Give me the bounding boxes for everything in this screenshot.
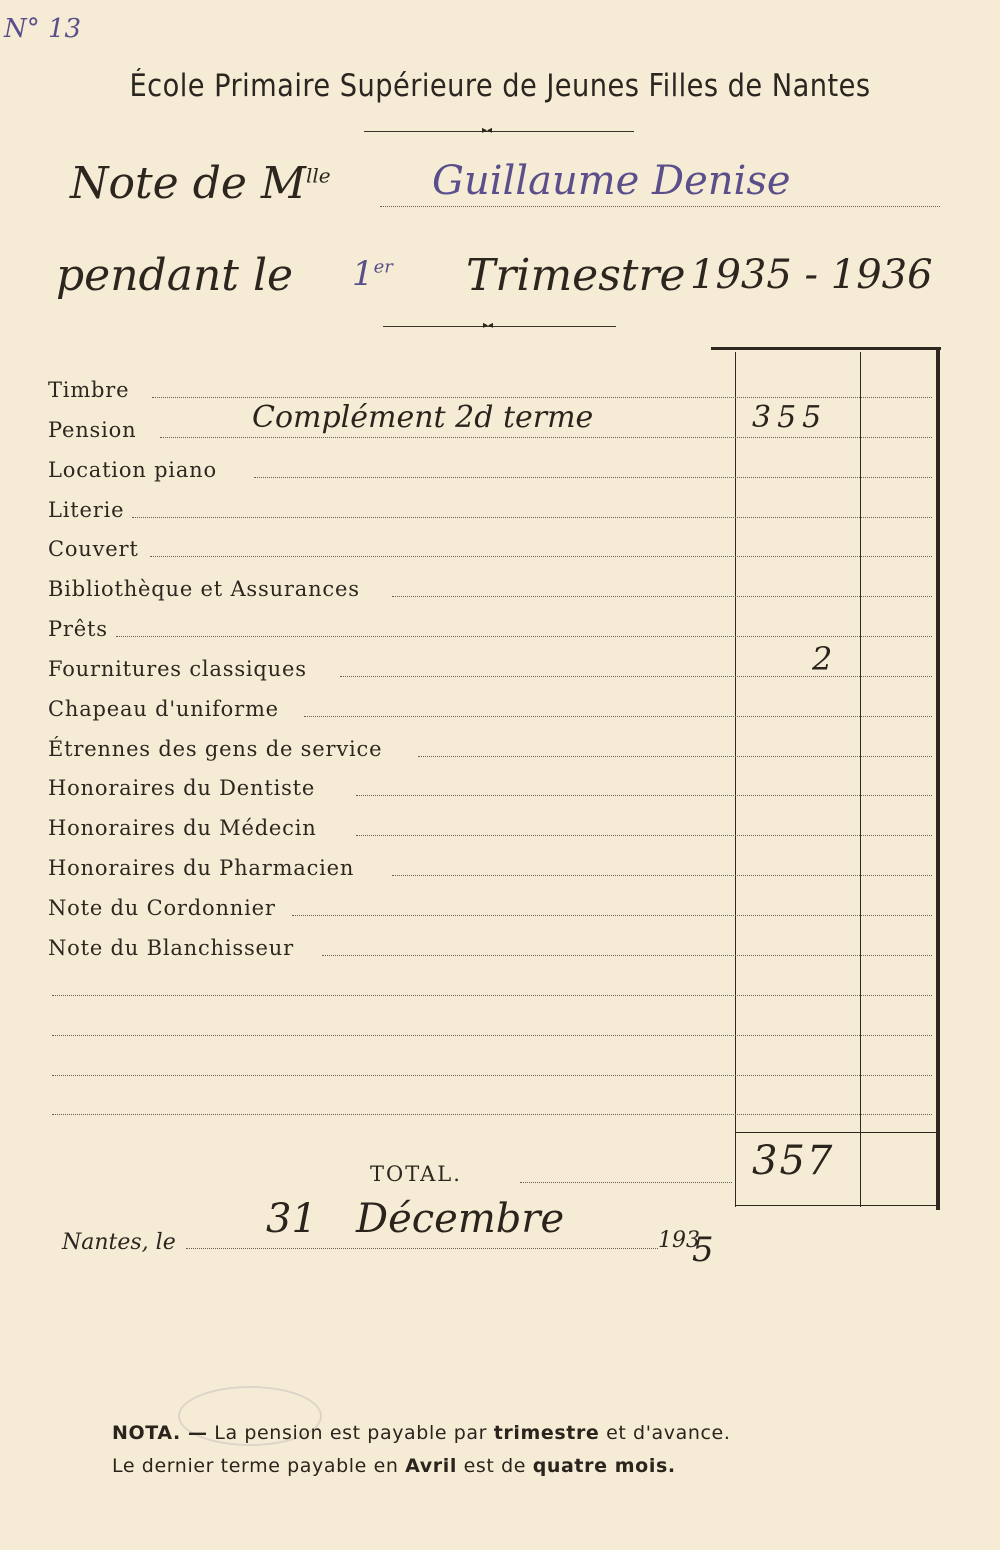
total-label: TOTAL. <box>370 1162 462 1186</box>
row-dotted-line <box>150 556 932 557</box>
trimester-word: Trimestre <box>466 250 686 301</box>
blank-dotted-line <box>52 1035 932 1036</box>
date-month: Décembre <box>356 1196 565 1242</box>
row-dotted-line <box>322 955 932 956</box>
fournitures-amount: 2 <box>812 640 833 678</box>
ornament-divider-bottom: ▸◂ <box>383 325 616 329</box>
table-top-border <box>711 347 941 350</box>
table-total-top-border <box>735 1132 938 1133</box>
item-label-note-cordonnier: Note du Cordonnier <box>48 896 276 920</box>
item-label-timbre: Timbre <box>48 378 130 402</box>
item-label-fournitures-classiques: Fournitures classiques <box>48 657 307 681</box>
corner-handwritten-number: N° 13 <box>4 14 82 44</box>
pension-amount: 355 <box>752 400 828 435</box>
item-label-literie: Literie <box>48 498 125 522</box>
total-dotted-leader <box>520 1182 732 1183</box>
item-label-honoraires-pharmacien: Honoraires du Pharmacien <box>48 856 355 880</box>
quarter-number: 1er <box>352 254 393 294</box>
row-dotted-line <box>292 915 932 916</box>
table-left-border <box>735 352 736 1207</box>
row-dotted-line <box>340 676 932 677</box>
row-dotted-line <box>304 716 932 717</box>
name-dotted-line <box>380 206 940 207</box>
row-dotted-line <box>418 756 932 757</box>
year-range: 1935 - 1936 <box>690 252 933 298</box>
blank-dotted-line <box>52 995 932 996</box>
blank-dotted-line <box>52 1075 932 1076</box>
student-name: Guillaume Denise <box>432 158 791 204</box>
row-dotted-line <box>132 517 932 518</box>
date-year-handwritten: 5 <box>692 1230 714 1270</box>
date-dotted-line <box>186 1248 658 1249</box>
nota-line-1: NOTA. — La pension est payable par trimestre et d'avance. <box>112 1422 731 1444</box>
item-label-honoraires-medecin: Honoraires du Médecin <box>48 816 317 840</box>
item-label-location-piano: Location piano <box>48 458 217 482</box>
item-label-note-blanchisseur: Note du Blanchisseur <box>48 936 294 960</box>
pension-detail-handwritten: Complément 2d terme <box>252 400 594 435</box>
item-label-honoraires-dentiste: Honoraires du Dentiste <box>48 776 316 800</box>
row-dotted-line <box>356 835 932 836</box>
table-right-border <box>936 350 940 1210</box>
date-year-printed: 193 <box>658 1228 700 1253</box>
item-label-chapeau-uniforme: Chapeau d'uniforme <box>48 697 279 721</box>
item-label-prets: Prêts <box>48 617 108 641</box>
nota-line-2: Le dernier terme payable en Avril est de quatre mois. <box>112 1455 676 1477</box>
row-dotted-line <box>254 477 932 478</box>
date-prefix: Nantes, le <box>62 1230 176 1255</box>
table-bottom-border <box>735 1205 938 1206</box>
period-label: pendant le <box>56 250 294 301</box>
row-dotted-line <box>392 875 932 876</box>
item-label-bibliotheque-assurances: Bibliothèque et Assurances <box>48 577 360 601</box>
note-label: Note de $M^{lle}$ <box>70 158 331 209</box>
ornament-divider-top: ▸◂ <box>364 130 634 134</box>
row-dotted-line <box>116 636 932 637</box>
nota-lead: NOTA. — <box>112 1422 208 1444</box>
row-dotted-line <box>356 795 932 796</box>
row-dotted-line <box>152 397 932 398</box>
table-mid-divider <box>860 352 861 1207</box>
item-label-couvert: Couvert <box>48 537 139 561</box>
school-title: École Primaire Supérieure de Jeunes Filles de Nantes <box>129 68 871 104</box>
item-label-pension: Pension <box>48 418 137 442</box>
row-dotted-line <box>392 596 932 597</box>
total-amount: 357 <box>752 1138 835 1184</box>
blank-dotted-line <box>52 1114 932 1115</box>
row-dotted-line <box>160 437 932 438</box>
date-day: 31 <box>266 1196 317 1242</box>
item-label-etrennes: Étrennes des gens de service <box>48 737 383 761</box>
